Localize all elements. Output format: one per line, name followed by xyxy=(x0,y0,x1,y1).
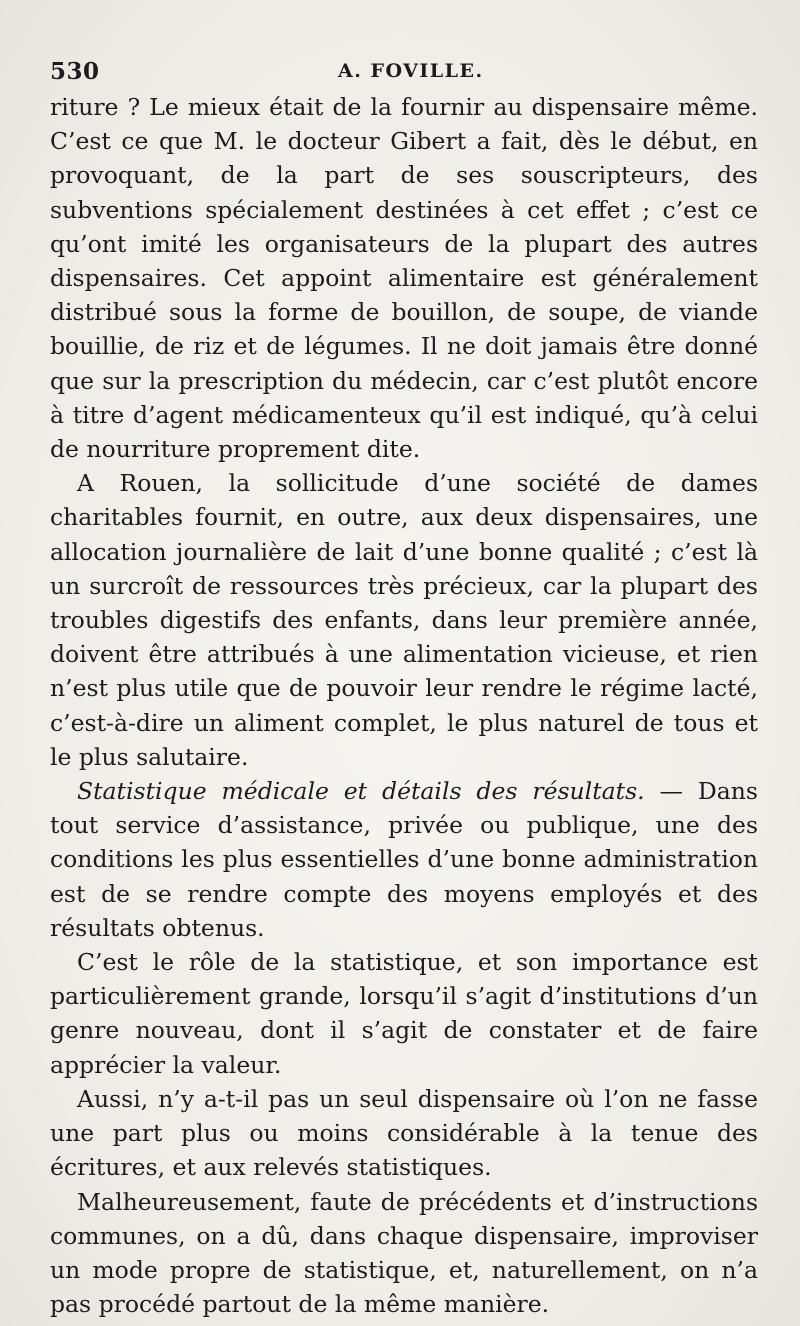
paragraph-text: — Dans tout service d’assistance, privée ou publique, une des conditions les plus essentielles d’une bonne administration est de se rendre compte des moyens employés et des résultats obtenus. xyxy=(50,777,758,942)
body-text xyxy=(50,90,758,1321)
paragraph: Malheureusement, faute de précédents et d’instructions communes, on a dû, dans chaque dispensaire, improviser un mode propre de statistique, et, naturellement, on n’a pas procédé partout de la même manière. xyxy=(50,1187,758,1319)
page-number: 530 xyxy=(50,58,100,85)
paragraph: Aussi, n’y a-t-il pas un seul dispensaire où l’on ne fasse une part plus ou moins considérable à la tenue des écritures, et aux relevés statistiques. xyxy=(50,1084,758,1182)
paragraph-with-heading xyxy=(50,774,758,945)
section-heading: Statistique médicale et détails des résultats. xyxy=(77,777,645,806)
page-header xyxy=(50,58,760,90)
paragraph: riture ? Le mieux était de la fournir au dispensaire même. C’est ce que M. le docteur Gibert a fait, dès le début, en provoquant, de la part de ses souscripteurs, des subventions spécialement destinées à cet effet ; c’est ce qu’ont imité les organisateurs de la plupart des autres dispensaires. Cet appoint alimentaire est généralement distribué sous la forme de bouillon, de soupe, de viande bouillie, de riz et de légumes. Il ne doit jamais être donné que sur la prescription du médecin, car c’est plutôt encore à titre d’agent médicamenteux qu’il est indiqué, qu’à celui de nourriture proprement dite. xyxy=(50,93,758,464)
paragraph: A Rouen, la sollicitude d’une société de dames charitables fournit, en outre, aux deux dispensaires, une allocation journalière de lait d’une bonne qualité ; c’est là un surcroît de ressources très précieux, car la plupart des troubles digestifs des enfants, dans leur première année, doivent être attribués à une alimentation vicieuse, et rien n’est plus utile que de pouvoir leur rendre le régime lacté, c’est-à-dire un aliment complet, le plus naturel de tous et le plus salutaire. xyxy=(50,469,758,771)
paragraph: C’est le rôle de la statistique, et son importance est particulièrement grande, lorsqu’il s’agit d’institutions d’un genre nouveau, dont il s’agit de constater et de faire apprécier la valeur. xyxy=(50,948,758,1079)
running-head: A. FOVILLE. xyxy=(338,60,484,82)
